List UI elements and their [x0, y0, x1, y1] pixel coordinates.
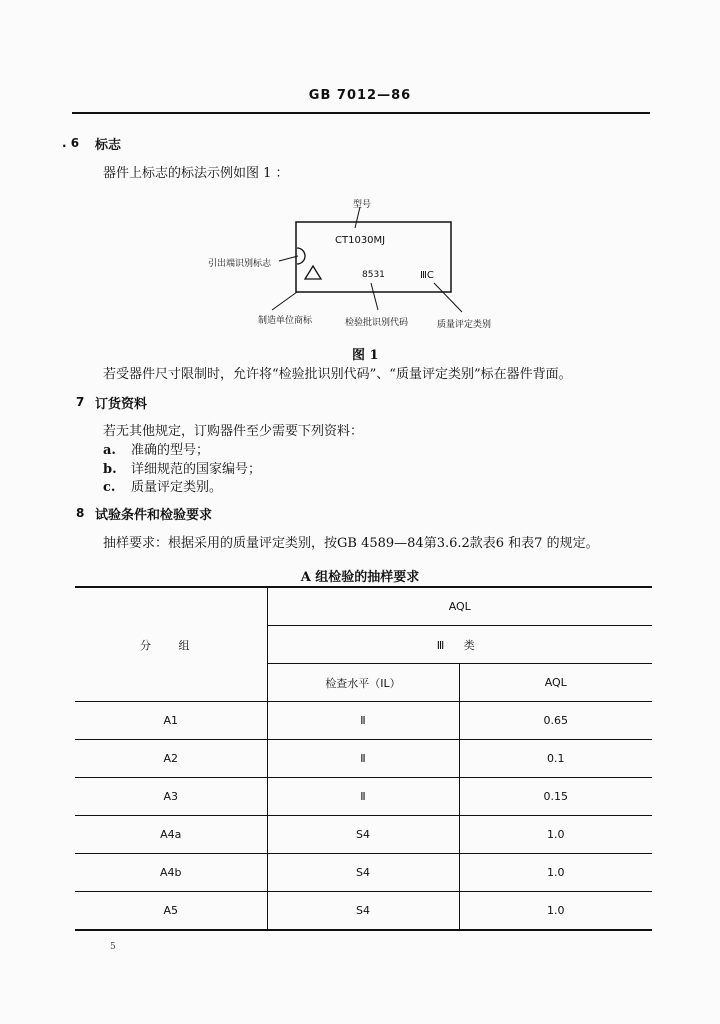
- quality-code: ⅢC: [420, 270, 434, 281]
- subgroup-header: 分 组: [75, 587, 267, 702]
- device-outline: [296, 222, 451, 292]
- table-row: [75, 892, 652, 931]
- batch-label: 检验批识别代码: [345, 318, 409, 328]
- list-text: 质量评定类别。: [131, 480, 223, 495]
- batch-code: 8531: [362, 270, 385, 280]
- aql-cell: 0.15: [459, 778, 652, 816]
- aql-cell: 0.1: [459, 740, 652, 778]
- section-8-text: 抽样要求：根据采用的质量评定类别，按GB 4589—84第3.6.2款表6 和表7 的规定。: [103, 536, 599, 551]
- inspection-level-cell: S4: [267, 854, 459, 892]
- subgroup-cell: A3: [75, 778, 267, 816]
- manufacturer-triangle: [305, 266, 321, 279]
- inspection-level-cell: Ⅱ: [267, 740, 459, 778]
- section-7-intro: 若无其他规定，订购器件至少需要下列资料：: [103, 424, 364, 439]
- table-header-row: [75, 587, 652, 626]
- lead-mark-arc: [297, 248, 305, 264]
- inspection-level-cell: S4: [267, 816, 459, 854]
- section-8-title: 试验条件和检验要求: [95, 508, 213, 523]
- aql-cell: 1.0: [459, 892, 652, 931]
- subgroup-cell: A4b: [75, 854, 267, 892]
- list-text: 详细规范的国家编号；: [131, 462, 262, 477]
- table-row: [75, 816, 652, 854]
- table-row: [75, 778, 652, 816]
- model-code: CT1030MJ: [335, 235, 386, 246]
- table-row: [75, 740, 652, 778]
- table-title: A 组检验的抽样要求: [300, 570, 420, 585]
- manufacturer-label: 制造单位商标: [258, 316, 313, 326]
- page-number: 5: [110, 942, 116, 952]
- list-item: [103, 476, 222, 495]
- section-7-number: 7: [76, 395, 85, 409]
- category-header: Ⅲ 类: [267, 626, 652, 664]
- table-row: [75, 702, 652, 740]
- list-marker: c.: [103, 480, 116, 495]
- inspection-level-cell: S4: [267, 892, 459, 931]
- model-label: 型号: [353, 200, 372, 210]
- list-marker: b.: [103, 462, 117, 477]
- aql-header: AQL: [267, 587, 652, 626]
- page-header: GB 7012—86: [308, 88, 412, 103]
- section-6-title: 标志: [95, 138, 122, 153]
- aql-cell: 1.0: [459, 854, 652, 892]
- inspection-level-cell: Ⅱ: [267, 702, 459, 740]
- header-rule: [72, 112, 650, 114]
- section-8-number: 8: [76, 506, 85, 520]
- table-row: [75, 854, 652, 892]
- subgroup-cell: A1: [75, 702, 267, 740]
- batch-leader: [371, 283, 378, 310]
- aql-cell: 0.65: [459, 702, 652, 740]
- aql-cell: 1.0: [459, 816, 652, 854]
- section-6-note: 若受器件尺寸限制时，允许将“检验批识别代码”、“质量评定类别”标在器件背面。: [103, 367, 572, 382]
- quality-label: 质量评定类别: [437, 320, 492, 330]
- list-text: 准确的型号；: [131, 443, 210, 458]
- manufacturer-leader: [272, 292, 297, 310]
- lead-mark-label: 引出端识别标志: [208, 259, 272, 269]
- list-item: [103, 458, 261, 477]
- model-leader: [355, 207, 360, 228]
- section-6-number: . 6: [62, 136, 80, 150]
- inspection-level-header: 检查水平（IL）: [267, 664, 459, 702]
- sampling-table: [75, 586, 652, 931]
- lead-mark-leader: [279, 256, 298, 261]
- section-7-title: 订货资料: [95, 397, 148, 412]
- aql-column-header: AQL: [459, 664, 652, 702]
- subgroup-cell: A5: [75, 892, 267, 931]
- inspection-level-cell: Ⅱ: [267, 778, 459, 816]
- subgroup-cell: A2: [75, 740, 267, 778]
- list-item: [103, 439, 209, 458]
- list-marker: a.: [103, 443, 116, 458]
- quality-leader: [434, 283, 462, 312]
- figure-caption: 图 1: [352, 348, 379, 363]
- subgroup-cell: A4a: [75, 816, 267, 854]
- section-6-intro: 器件上标志的标法示例如图 1 ：: [103, 166, 289, 181]
